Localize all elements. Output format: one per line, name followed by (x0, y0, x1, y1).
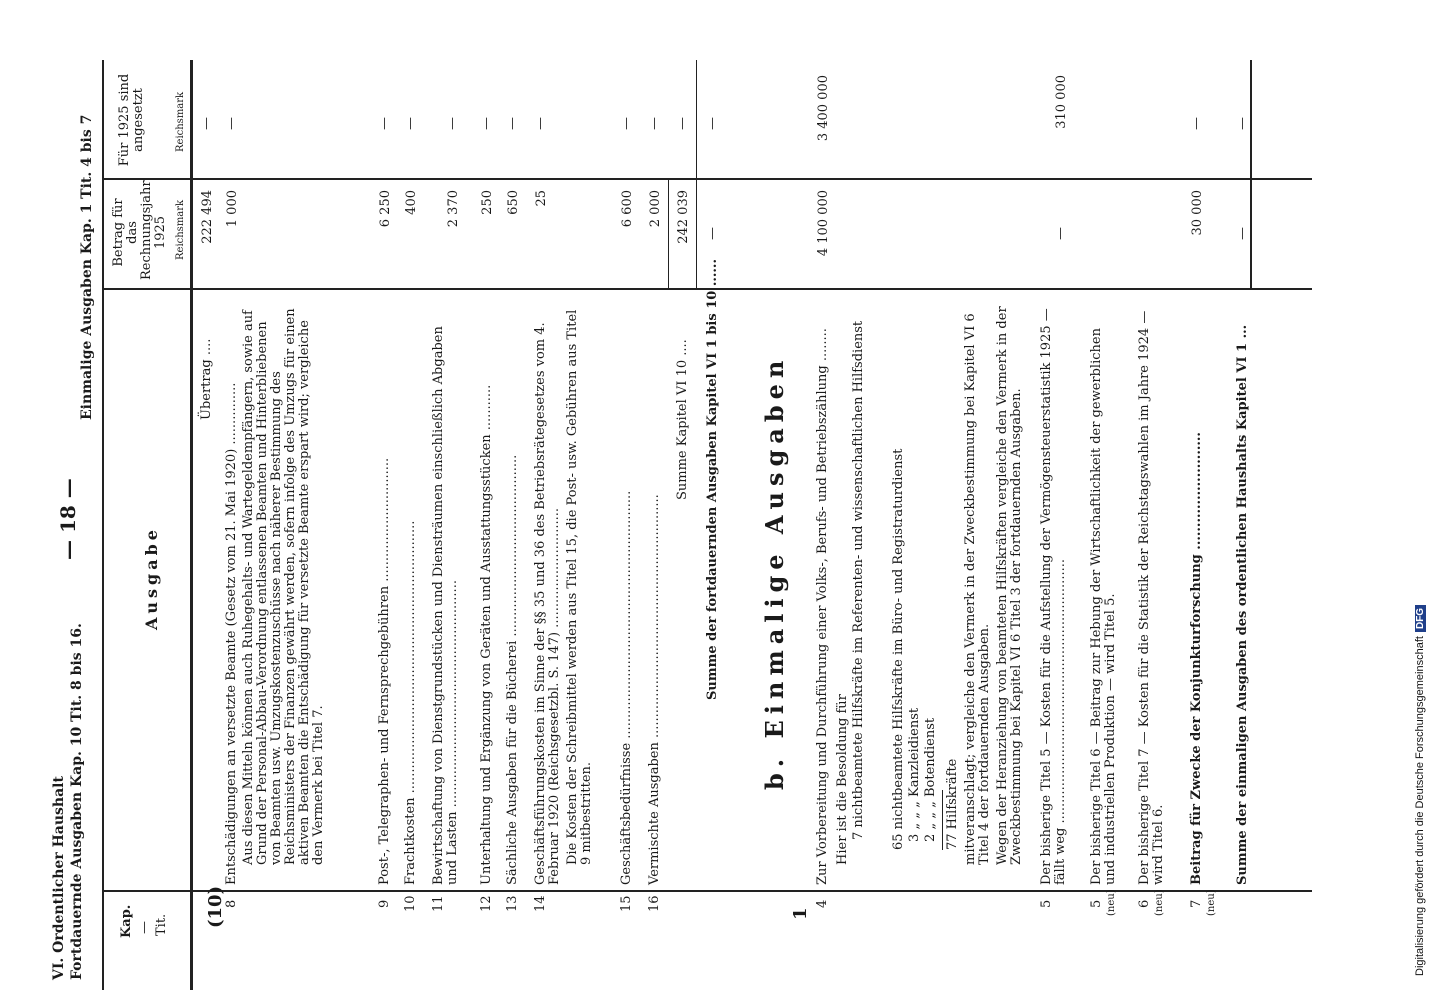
lower-block-rule (1250, 60, 1252, 288)
subtotal-rule (668, 180, 669, 288)
summe-fort-betrag: — (705, 227, 720, 240)
tit-10-text: Frachtkosten .................................................................. (403, 520, 418, 885)
col-kap-sep: — (137, 921, 152, 934)
tit-7-neu: 7 (1189, 899, 1204, 908)
tit-4-ansatz: 3 400 000 (816, 75, 831, 142)
tit-9-betrag: 6 250 (378, 190, 393, 228)
tit-5-betrag: — (1053, 227, 1068, 240)
tit-14-betrag: 25 (534, 190, 549, 207)
tit-13-betrag: 650 (506, 190, 521, 215)
tit-10: 10 (403, 895, 418, 912)
summe-einm-betrag: — (1235, 227, 1250, 240)
header-rule (190, 60, 193, 990)
dfg-logo: DFG (1415, 605, 1426, 632)
sum-stroke (942, 790, 943, 850)
tit-10-betrag: 400 (404, 190, 419, 215)
summe-einm-label: Summe der einmaligen Ausgaben des ordentlichen Haushalts Kapitel VI 1 ... (1235, 324, 1250, 885)
summe-kap-ansatz: — (675, 117, 690, 130)
tit-11-text: Bewirtschaftung von Dienstgrundstücken und Diensträumen einschließlich Abgaben und Lasten ....................................................... (431, 326, 460, 885)
tit-8-ansatz: — (224, 117, 239, 130)
tit-15-text: Geschäftsbedürfnisse ............................................................ (619, 490, 634, 885)
kap-1: 1 (790, 907, 811, 920)
table-top-rule (102, 60, 104, 990)
summe-fort-ansatz: — (705, 117, 720, 130)
credit-text: Digitalisierung gefördert durch die Deutsche Forschungsgemeinschaft (1414, 636, 1426, 976)
tit-8-betrag: 1 000 (225, 190, 240, 228)
section-title: VI. Ordentlicher Haushalt (51, 776, 67, 980)
kap-10: (10) (205, 885, 226, 928)
summe-kap-label: Summe Kapitel VI 10 .... (675, 339, 690, 500)
tit-15-betrag: 6 600 (620, 190, 635, 228)
tit-14-note: Die Kosten der Schreibmittel werden aus Titel 15, die Post- usw. Gebühren aus Titel 9 mitbestritten. (565, 309, 594, 865)
tit-7-neu-ansatz: — (1189, 117, 1204, 130)
tit-16: 16 (647, 895, 662, 912)
tit-4-note-f: 77 Hilfskräfte (945, 758, 960, 850)
tit-11: 11 (431, 895, 446, 912)
tit-11-ansatz: — (445, 117, 460, 130)
col-ansatz: Für 1925 sind angesetzt (117, 73, 146, 167)
summe-einm-ansatz: — (1235, 117, 1250, 130)
col-ansatz-unit: Reichsmark (175, 91, 186, 152)
col-betrag: Betrag für das Rechnungsjahr 1925 (111, 180, 168, 280)
tit-14-text: Geschäftsführungskosten im Sinne der §§ 35 und 36 des Betriebsrätegesetzes vom 4. Februar 1920 (Reichsgesetzbl. S. 147) ............................. (533, 322, 562, 885)
tit-6-neu-tag: (neu) (1154, 889, 1165, 916)
tit-4: 4 (815, 899, 830, 908)
tit-16-betrag: 2 000 (648, 190, 663, 228)
col-betrag-unit: Reichsmark (175, 199, 186, 260)
tit-12-betrag: 250 (480, 190, 495, 215)
tit-13: 13 (505, 895, 520, 912)
total-rule (696, 60, 697, 288)
tit-11-betrag: 2 370 (446, 190, 461, 228)
col-rule-kap (102, 890, 1312, 892)
tit-5-neu-text: Der bisherige Titel 6 — Beitrag zur Hebung der Wirtschaftlichkeit der gewerblichen und industriellen Produktion — wird Titel 5. (1089, 328, 1118, 885)
tit-4-note-b: 7 nichtbeamtete Hilfskräfte im Referenten- und wissenschaftlichen Hilfsdienst (851, 320, 866, 840)
header-right: Einmalige Ausgaben Kap. 1 Tit. 4 bis 7 (79, 114, 95, 420)
col-rule-betrag (102, 178, 1312, 180)
page-number: — 18 — (56, 478, 80, 560)
tit-5-text: Der bisherige Titel 5 — Kosten für die Aufstellung der Vermögensteuerstatistik 1925 — fällt weg ................................................................ (1039, 308, 1068, 885)
tit-7-neu-betrag: 30 000 (1190, 190, 1205, 236)
tit-15: 15 (619, 895, 634, 912)
tit-4-note-e: 2 „ „ „ Botendienst (923, 717, 938, 842)
tit-5: 5 (1039, 899, 1054, 908)
tit-4-betrag: 4 100 000 (816, 190, 831, 257)
tit-8-text: Entschädigungen an versetzte Beamte (Gesetz vom 21. Mai 1920) ............... (224, 382, 239, 885)
tit-5-neu: 5 (1089, 899, 1104, 908)
tit-6-neu: 6 (1137, 899, 1152, 908)
uebertrag-ansatz: — (199, 117, 214, 130)
digitization-credit (1414, 16, 1432, 976)
section-b-heading: b. Einmalige Ausgaben (760, 354, 789, 790)
col-ausgabe: Ausgabe (142, 526, 161, 630)
uebertrag-betrag: 222 494 (200, 190, 215, 244)
tit-7-neu-tag: (neu) (1206, 889, 1217, 916)
tit-12-text: Unterhaltung und Ergänzung von Geräten und Ausstattungsstücken ........... (479, 384, 494, 885)
uebertrag-label: Übertrag .... (199, 338, 214, 420)
tit-8: 8 (224, 899, 239, 908)
summe-kap-betrag: 242 039 (676, 190, 691, 244)
tit-4-note-h: Wegen der Heranziehung von beamteten Hilfskräften vergleiche den Vermerk in der Zweckbestimmung bei Kapitel VI 6 Titel 3 der fortdauernden Ausgaben. (995, 306, 1024, 865)
header-left: Fortdauernde Ausgaben Kap. 10 Tit. 8 bis 16. (69, 623, 85, 980)
tit-5-ansatz: 310 000 (1054, 75, 1069, 129)
tit-12: 12 (479, 895, 494, 912)
tit-9-text: Post-, Telegraphen- und Fernsprechgebühren .............................. (377, 457, 392, 885)
tit-15-ansatz: — (619, 117, 634, 130)
tit-4-note-a: Hier ist die Besoldung für (835, 694, 850, 865)
tit-4-note-g: mitveranschlagt; vergleiche den Vermerk in der Zweckbestimmung bei Kapitel VI 6 Titel 4 der fortdauernden Ausgaben. (963, 313, 992, 865)
col-kap-bottom: Tit. (154, 913, 169, 936)
tit-4-note-d: 3 „ „ „ Kanzleidienst (907, 707, 922, 842)
tit-9-ansatz: — (377, 117, 392, 130)
summe-fort-label: Summe der fortdauernden Ausgaben Kapitel VI 1 bis 10 ...... (705, 259, 720, 700)
tit-8-note: Aus diesen Mitteln können auch Ruhegehalts- und Wartegeldempfängern, sowie auf Grund der Personal-Abbau-Verordnung entlassenen Beamten und Hinterbliebenen von Beamten usw. Umzugskostenzuschüsse nach näherer Bestimmung des Reichsministers der Finanzen gewährt werden, sofern infolge des Umzugs für einen aktiven Beamten die Entschädigung für versetzte Beamte erspart wird; vergleiche den Vermerk bei Titel 7. (241, 308, 326, 865)
tit-9: 9 (377, 899, 392, 908)
tit-6-neu-text: Der bisherige Titel 7 — Kosten für die Statistik der Reichstagswahlen im Jahre 1924 — wird Titel 6. (1137, 310, 1166, 885)
col-kap-top: Kap. (119, 904, 134, 938)
tit-16-text: Vermischte Ausgaben ........................................................... (647, 494, 662, 885)
tit-13-ansatz: — (505, 117, 520, 130)
tit-4-text: Zur Vorbereitung und Durchführung einer Volks-, Berufs- und Betriebszählung ........ (815, 328, 830, 885)
tit-16-ansatz: — (647, 117, 662, 130)
tit-13-text: Sächliche Ausgaben für die Bücherei ............................................ (505, 454, 520, 885)
tit-12-ansatz: — (479, 117, 494, 130)
tit-5-neu-tag: (neu) (1106, 889, 1117, 916)
tit-14-ansatz: — (533, 117, 548, 130)
tit-10-ansatz: — (403, 117, 418, 130)
tit-4-note-c: 65 nichtbeamtete Hilfskräfte im Büro- und Registraturdienst (891, 448, 906, 850)
tit-7-neu-text: Beitrag für Zwecke der Konjunkturforschung .......................... (1189, 432, 1204, 885)
tit-14: 14 (533, 895, 548, 912)
